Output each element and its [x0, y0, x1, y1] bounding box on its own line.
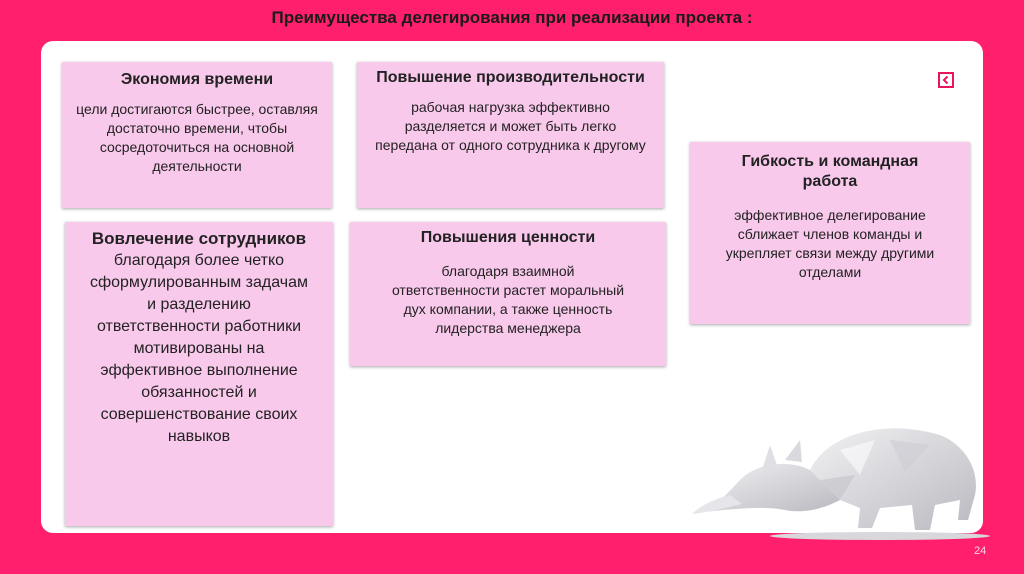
card-text: эффективное делегирование сближает членов команды и укрепляет связи между другими отделами [725, 207, 935, 280]
back-arrow-icon[interactable] [938, 72, 954, 88]
slide-title: Преимущества делегирования при реализации проекта : [271, 8, 753, 27]
page-number: 24 [974, 545, 987, 557]
card-text: рабочая нагрузка эффективно разделяется и может быть легко передана от одного сотрудника к другому [375, 99, 646, 153]
card-title: Вовлечение сотрудников [91, 229, 307, 248]
card-time-saving [62, 62, 332, 208]
card-engagement [65, 222, 333, 526]
card-text: благодаря более четко сформулированным задачам и разделению ответственности работники мотивированы на эффективное выполнение обязанностей и совершенствование своих навыков [89, 252, 309, 445]
card-productivity [357, 62, 664, 208]
card-title: Экономия времени [120, 71, 274, 88]
card-title: Гибкость и командная работа [741, 153, 919, 190]
card-flexibility [690, 142, 970, 324]
card-title: Повышения ценности [420, 229, 596, 246]
card-text: благодаря взаимной ответственности растет моральный дух компании, а также ценность лидерства менеджера [391, 263, 625, 336]
card-text: цели достигаются быстрее, оставляя достаточно времени, чтобы сосредоточиться на основной деятельности [76, 101, 318, 174]
card-value [350, 222, 666, 366]
rhino-sculpture-image [690, 400, 990, 540]
card-title: Повышение производительности [376, 69, 645, 86]
